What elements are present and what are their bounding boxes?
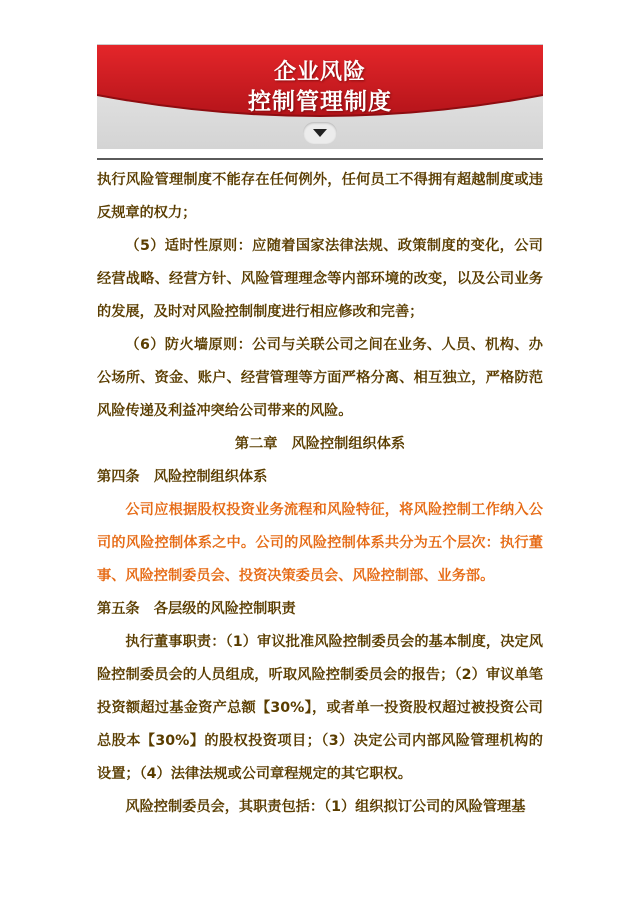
paragraph-principle-6: （6）防火墙原则：公司与关联公司之间在业务、人员、机构、办公场所、资金、账户、经营管理等方面严格分离、相互独立，严格防范风险传递及利益冲突给公司带来的风险。 bbox=[97, 337, 543, 419]
document-body bbox=[97, 164, 543, 824]
article-4-body: 公司应根据股权投资业务流程和风险特征，将风险控制工作纳入公司的风险控制体系之中。公司的风险控制体系共分为五个层次：执行董事、风险控制委员会、投资决策委员会、风险控制部、业务部。 bbox=[97, 502, 543, 584]
banner-title-line1: 企业风险 bbox=[273, 60, 366, 85]
paragraph-principle-5: （5）适时性原则：应随着国家法律法规、政策制度的变化，公司经营战略、经营方针、风险管理理念等内部环境的改变，以及公司业务的发展，及时对风险控制制度进行相应修改和完善； bbox=[97, 238, 543, 320]
header-divider bbox=[97, 158, 543, 160]
article-4-heading: 第四条 风险控制组织体系 bbox=[97, 469, 268, 485]
article-5-heading: 第五条 各层级的风险控制职责 bbox=[97, 601, 296, 617]
header-banner bbox=[97, 44, 543, 149]
chevron-down-icon[interactable] bbox=[303, 122, 337, 144]
executive-director-duties: 执行董事职责：（1）审议批准风险控制委员会的基本制度，决定风险控制委员会的人员组成，听取风险控制委员会的报告；（2）审议单笔投资额超过基金资产总额【30%】，或者单一投资股权超过被投资公司总股本【30%】的股权投资项目；（3）决定公司内部风险管理机构的设置；（4）法律法规或公司章程规定的其它职权。 bbox=[97, 634, 543, 782]
banner-title-line2: 控制管理制度 bbox=[248, 89, 392, 115]
paragraph-continuation: 执行风险管理制度不能存在任何例外，任何员工不得拥有超越制度或违反规章的权力； bbox=[97, 172, 543, 221]
risk-committee-duties: 风险控制委员会，其职责包括：（1）组织拟订公司的风险管理基 bbox=[125, 799, 526, 815]
chapter-heading: 第二章 风险控制组织体系 bbox=[234, 436, 406, 452]
